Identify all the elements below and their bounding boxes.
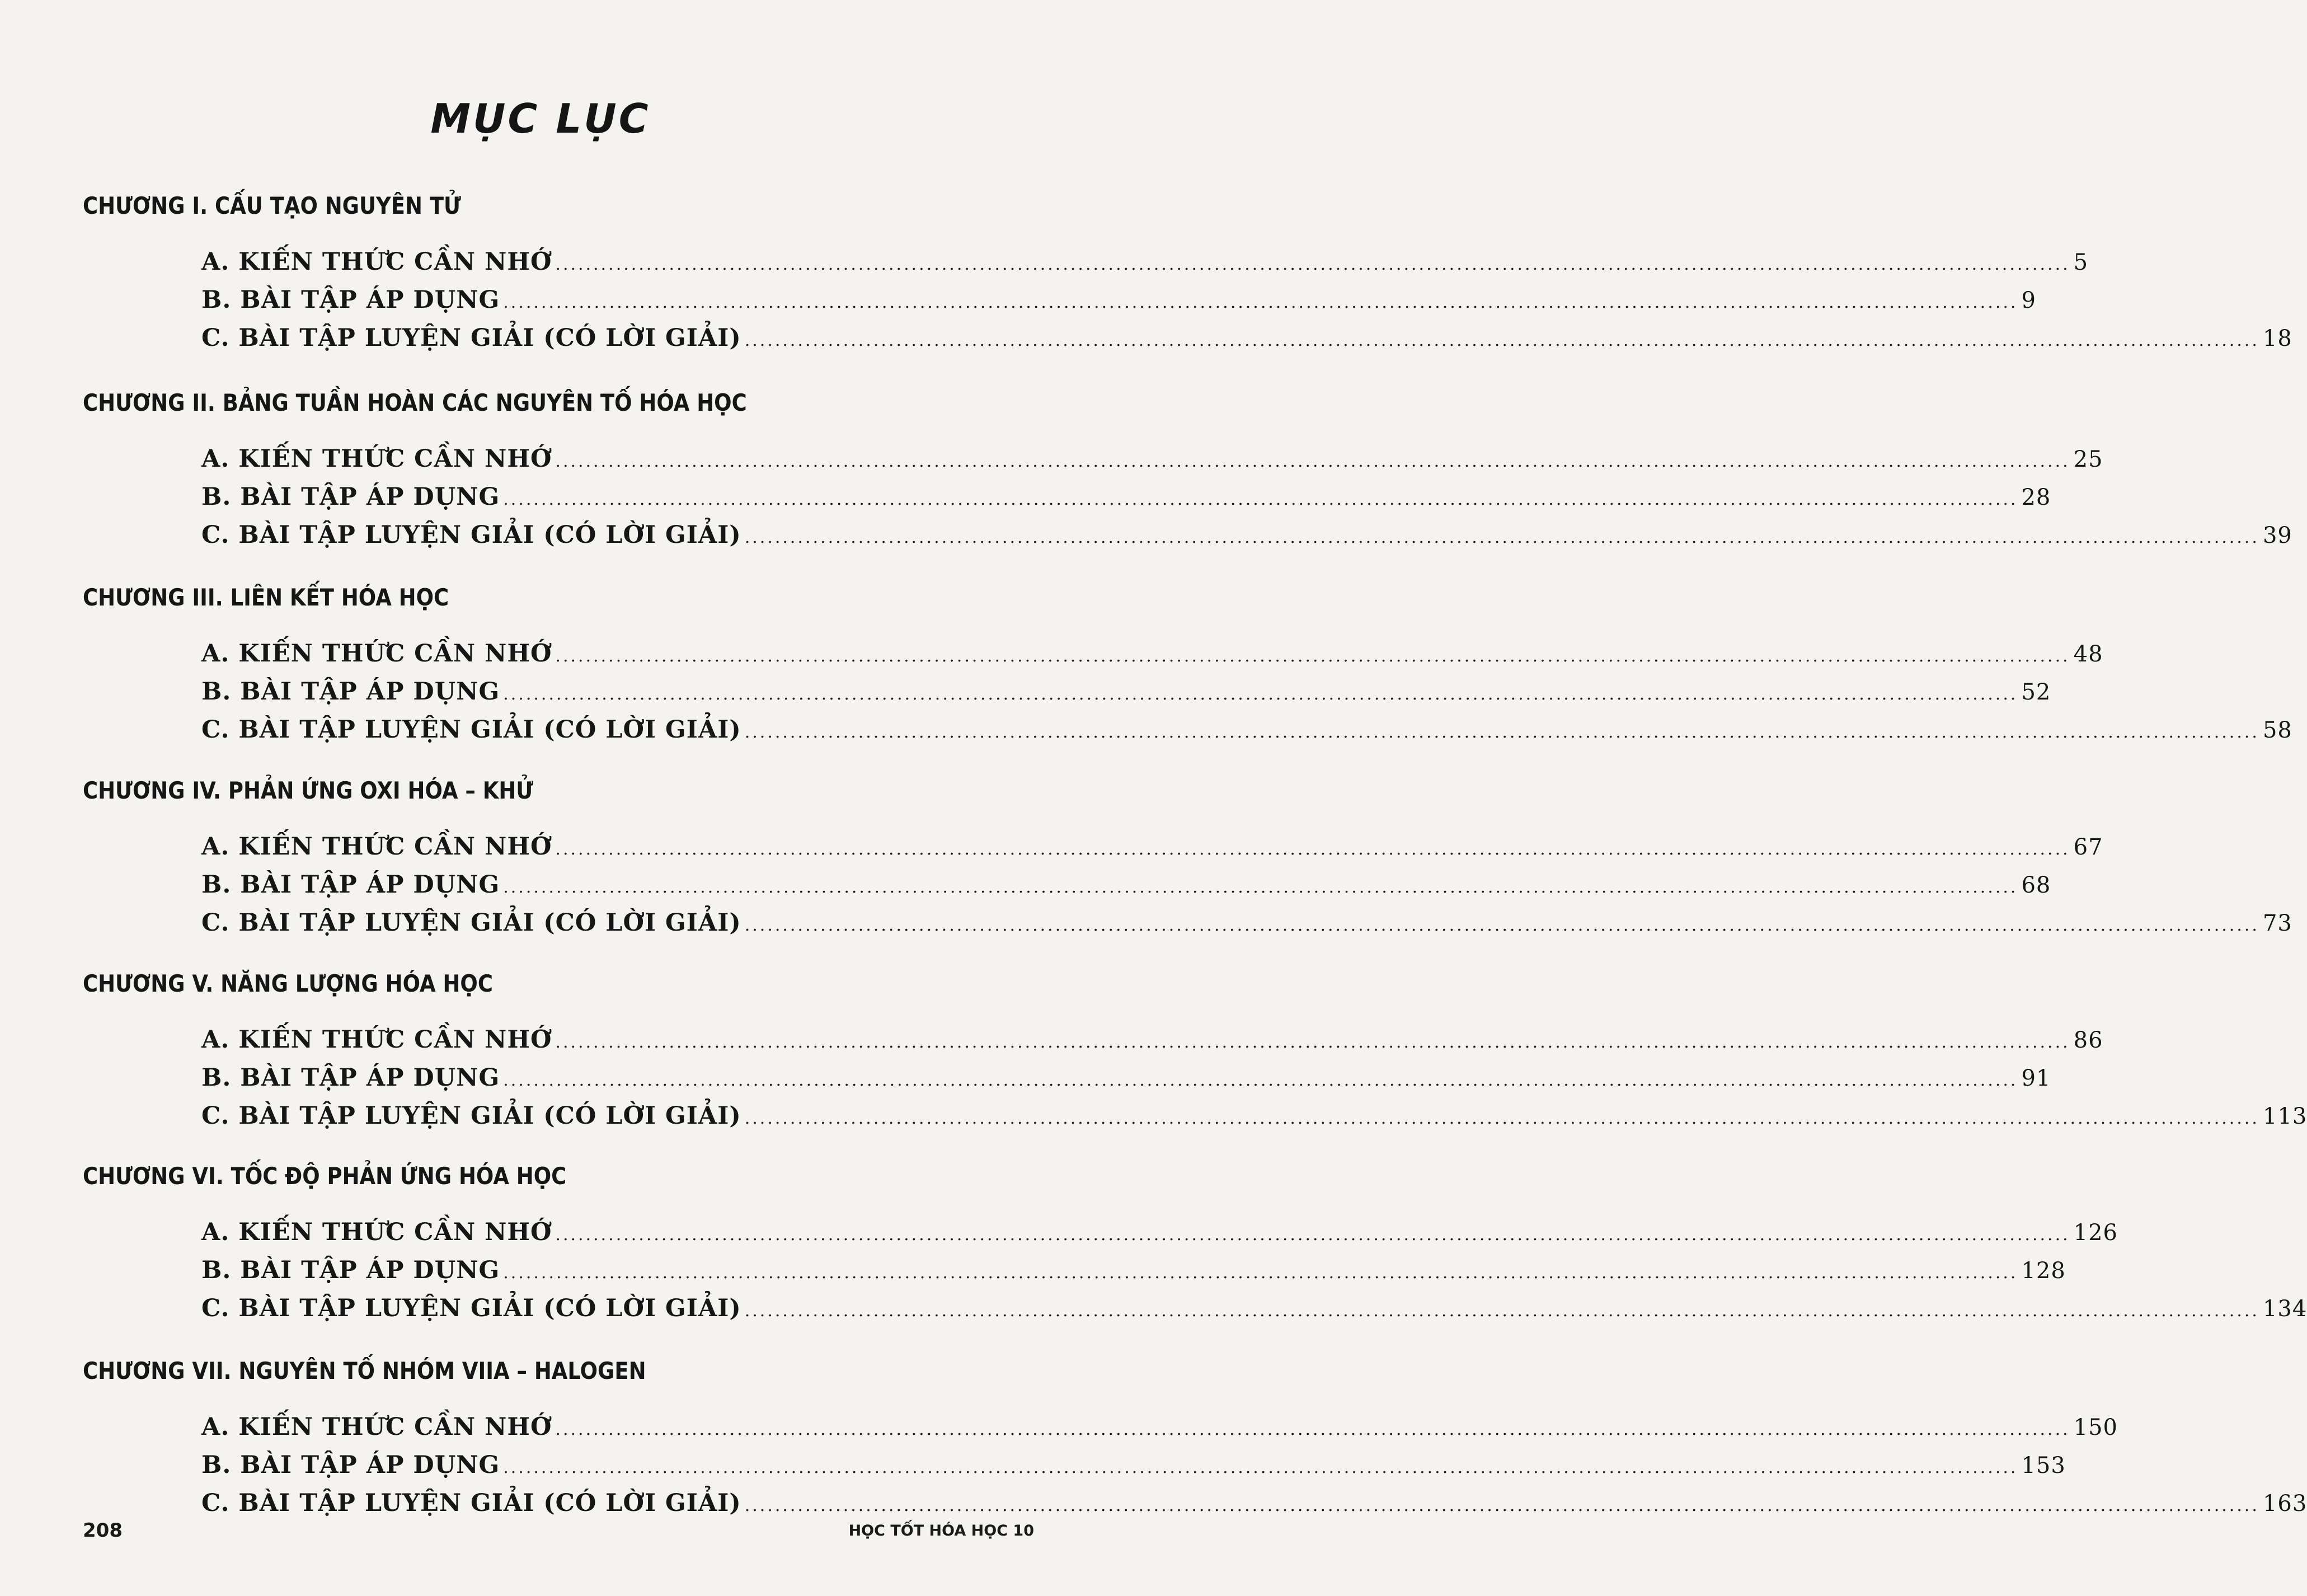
toc-entry-label: A. KIẾN THỨC CẦN NHỚ [201,445,552,473]
toc-entry-label: B. BÀI TẬP ÁP DỤNG [201,871,500,899]
toc-entry [201,1061,2051,1095]
toc-entry-label: B. BÀI TẬP ÁP DỤNG [201,1256,500,1284]
toc-entry-label: A. KIẾN THỨC CẦN NHỚ [201,248,552,276]
dot-leader: ........................................................................................................................................................................................................ [555,1225,2070,1245]
page-title: MỤC LỤC [430,95,651,142]
toc-entry-label: A. KIẾN THỨC CẦN NHỚ [201,1218,552,1246]
dot-leader: ........................................................................................................................................................................................................ [744,916,2259,935]
dot-leader: ........................................................................................................................................................................................................ [744,331,2259,350]
toc-entry-page: 5 [2073,250,2089,275]
toc-entry [201,442,2103,476]
footer-page-number: 208 [83,1519,123,1542]
toc-entry-page: 86 [2073,1027,2103,1053]
toc-entry-page: 58 [2262,717,2292,743]
toc-entry [201,283,2036,317]
toc-entry [201,480,2051,514]
toc-entry-page: 25 [2073,447,2103,472]
toc-entry [201,1292,2307,1325]
footer-book-title: HỌC TỐT HÓA HỌC 10 [848,1522,1034,1539]
toc-entry-label: B. BÀI TẬP ÁP DỤNG [201,1064,500,1092]
toc-entry-page: 73 [2262,910,2292,936]
dot-leader: ........................................................................................................................................................................................................ [503,293,2018,312]
dot-leader: ........................................................................................................................................................................................................ [555,255,2070,274]
toc-entry-label: A. KIẾN THỨC CẦN NHỚ [201,640,552,668]
dot-leader: ........................................................................................................................................................................................................ [503,1458,2018,1477]
toc-entry-page: 153 [2021,1453,2066,1478]
toc-entry-page: 52 [2021,679,2051,705]
chapter-heading: CHƯƠNG IV. PHẢN ỨNG OXI HÓA – KHỬ [83,777,534,804]
toc-entry-label: C. BÀI TẬP LUYỆN GIẢI (CÓ LỜI GIẢI) [201,716,741,744]
toc-entry [201,637,2103,670]
dot-leader: ........................................................................................................................................................................................................ [555,839,2070,859]
toc-entry [201,868,2051,902]
chapter-heading: CHƯƠNG V. NĂNG LƯỢNG HÓA HỌC [83,970,493,997]
toc-entry [201,713,2292,747]
toc-entry [201,1023,2103,1057]
toc-entry-page: 91 [2021,1065,2051,1091]
chapter-heading: CHƯƠNG VI. TỐC ĐỘ PHẢN ỨNG HÓA HỌC [83,1162,567,1190]
toc-entry-page: 113 [2262,1104,2307,1129]
toc-entry [201,1099,2307,1133]
toc-entry-label: A. KIẾN THỨC CẦN NHỚ [201,833,552,861]
chapter-heading: CHƯƠNG II. BẢNG TUẦN HOÀN CÁC NGUYÊN TỐ HÓA HỌC [83,389,747,416]
toc-entry [201,1215,2118,1249]
chapter-heading: CHƯƠNG I. CẤU TẠO NGUYÊN TỬ [83,192,461,219]
toc-entry-page: 18 [2262,326,2292,351]
dot-leader: ........................................................................................................................................................................................................ [744,528,2259,547]
toc-entry [201,518,2292,552]
dot-leader: ........................................................................................................................................................................................................ [744,1301,2259,1321]
toc-entry-page: 126 [2073,1220,2118,1246]
toc-entry [201,830,2103,863]
toc-entry [201,1486,2307,1520]
toc-entry [201,245,2089,279]
chapter-heading: CHƯƠNG VII. NGUYÊN TỐ NHÓM VIIA – HALOGEN [83,1357,646,1384]
dot-leader: ........................................................................................................................................................................................................ [555,646,2070,666]
toc-entry [201,1448,2066,1482]
toc-entry-label: C. BÀI TẬP LUYỆN GIẢI (CÓ LỜI GIẢI) [201,324,741,352]
toc-entry-page: 150 [2073,1415,2118,1440]
toc-entry-label: C. BÀI TẬP LUYỆN GIẢI (CÓ LỜI GIẢI) [201,1294,741,1322]
toc-entry [201,1254,2066,1287]
toc-entry-label: C. BÀI TẬP LUYỆN GIẢI (CÓ LỜI GIẢI) [201,1489,741,1517]
toc-entry-page: 28 [2021,485,2051,510]
toc-entry-label: B. BÀI TẬP ÁP DỤNG [201,286,500,314]
toc-entry [201,906,2292,940]
chapter-heading: CHƯƠNG III. LIÊN KẾT HÓA HỌC [83,584,449,611]
toc-entry-page: 163 [2262,1491,2307,1517]
dot-leader: ........................................................................................................................................................................................................ [555,452,2070,471]
toc-entry-page: 9 [2021,288,2036,313]
toc-entry-label: C. BÀI TẬP LUYỆN GIẢI (CÓ LỜI GIẢI) [201,909,741,937]
dot-leader: ........................................................................................................................................................................................................ [555,1420,2070,1439]
dot-leader: ........................................................................................................................................................................................................ [503,490,2018,509]
toc-entry [201,675,2051,708]
dot-leader: ........................................................................................................................................................................................................ [744,1109,2259,1128]
dot-leader: ........................................................................................................................................................................................................ [503,877,2018,897]
toc-entry-label: B. BÀI TẬP ÁP DỤNG [201,678,500,706]
toc-entry-label: B. BÀI TẬP ÁP DỤNG [201,1451,500,1479]
toc-entry-label: A. KIẾN THỨC CẦN NHỚ [201,1413,552,1441]
dot-leader: ........................................................................................................................................................................................................ [744,722,2259,742]
toc-entry [201,1410,2118,1444]
toc-entry-label: C. BÀI TẬP LUYỆN GIẢI (CÓ LỜI GIẢI) [201,1102,741,1130]
toc-entry-page: 67 [2073,834,2103,860]
toc-entry-page: 39 [2262,523,2292,548]
toc-entry-label: B. BÀI TẬP ÁP DỤNG [201,483,500,511]
toc-entry [201,321,2292,355]
dot-leader: ........................................................................................................................................................................................................ [503,1071,2018,1090]
toc-entry-page: 128 [2021,1258,2066,1284]
toc-entry-page: 48 [2073,641,2103,667]
dot-leader: ........................................................................................................................................................................................................ [503,1263,2018,1283]
toc-entry-page: 134 [2262,1296,2307,1322]
toc-entry-page: 68 [2021,872,2051,898]
dot-leader: ........................................................................................................................................................................................................ [744,1496,2259,1515]
toc-entry-label: C. BÀI TẬP LUYỆN GIẢI (CÓ LỜI GIẢI) [201,521,741,549]
dot-leader: ........................................................................................................................................................................................................ [555,1032,2070,1052]
toc-entry-label: A. KIẾN THỨC CẦN NHỚ [201,1026,552,1054]
dot-leader: ........................................................................................................................................................................................................ [503,684,2018,704]
